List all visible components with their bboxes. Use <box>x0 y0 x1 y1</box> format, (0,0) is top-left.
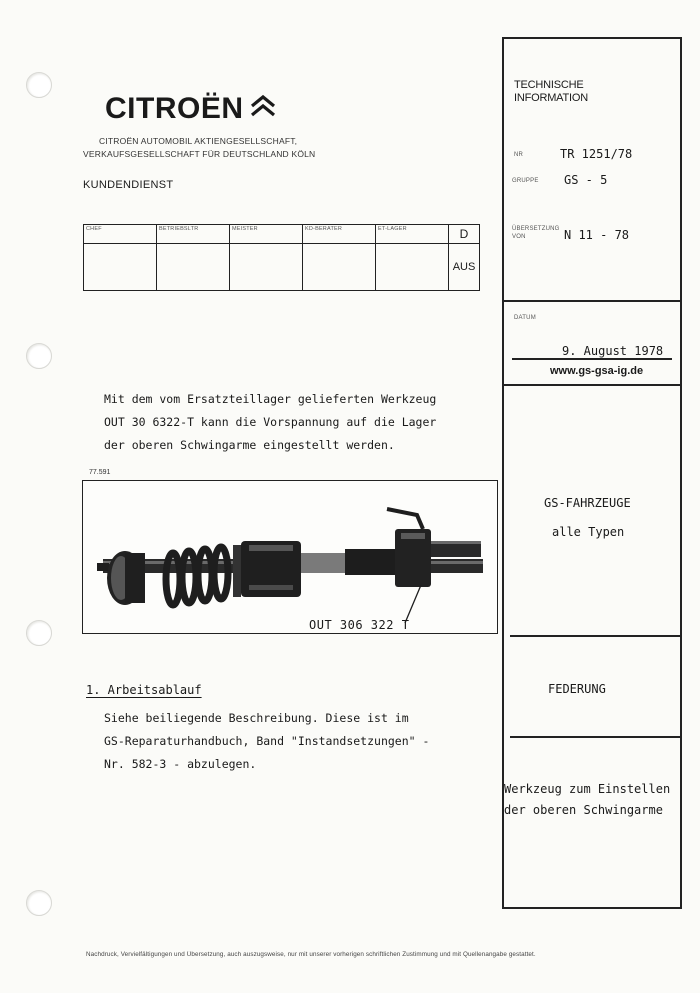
routing-sign-chef <box>84 244 157 291</box>
binder-hole-lower <box>26 620 52 646</box>
nr-label: NR <box>514 152 524 158</box>
logo-text: CITROËN <box>105 92 244 125</box>
department-label: KUNDENDIENST <box>83 179 174 191</box>
binder-hole-top <box>26 72 52 98</box>
routing-col-betriebsleiter: BETRIEBSLTR <box>157 225 230 244</box>
tool-figure <box>82 480 498 634</box>
info-title-line-1: TECHNISCHE <box>514 79 584 91</box>
routing-table <box>83 224 480 291</box>
routing-col-et-lager: ET-LAGER <box>376 225 449 244</box>
routing-col-chef: CHEF <box>84 225 157 244</box>
vehicles-line-1: GS-FAHRZEUGE <box>544 496 631 510</box>
vehicles-line-2: alle Typen <box>552 525 625 539</box>
info-panel <box>502 37 682 909</box>
citroen-logo <box>105 92 276 126</box>
double-chevron-icon <box>250 94 276 118</box>
panel-divider-1 <box>504 300 680 302</box>
datum-underline <box>512 358 672 360</box>
panel-divider-4 <box>510 736 680 738</box>
website-label: www.gs-gsa-ig.de <box>550 365 644 377</box>
section-1-line-3: Nr. 582-3 - abzulegen. <box>104 757 257 771</box>
footer-notice: Nachdruck, Vervielfältigungen und Übersetzung, auch auszugsweise, nur mit unserer vorherigen schriftlichen Zustimmung und mit Quellenangabe gestattet. <box>86 951 536 958</box>
routing-col-kd-berater: KD-BERATER <box>303 225 376 244</box>
panel-divider-3 <box>510 635 680 637</box>
routing-sign-et-lager <box>376 244 449 291</box>
topic-label: FEDERUNG <box>548 682 606 696</box>
intro-line-1: Mit dem vom Ersatzteillager gelieferten Werkzeug <box>104 392 437 406</box>
gruppe-label: GRUPPE <box>512 178 539 184</box>
subject-line-1: Werkzeug zum Einstellen <box>504 782 671 796</box>
intro-line-2: OUT 30 6322-T kann die Vorspannung auf die Lager <box>104 415 437 429</box>
panel-divider-2 <box>504 384 680 386</box>
tool-illustration <box>83 481 496 632</box>
d-label: D <box>449 225 480 244</box>
section-1-body <box>104 707 429 776</box>
gruppe-value: GS - 5 <box>564 173 608 187</box>
binder-hole-upper <box>26 343 52 369</box>
uebersetzung-value: N 11 - 78 <box>564 228 630 242</box>
binder-hole-bottom <box>26 890 52 916</box>
section-1-line-1: Siehe beiliegende Beschreibung. Diese ist im <box>104 711 409 725</box>
figure-number: 77.591 <box>89 469 111 476</box>
section-1-line-2: GS-Reparaturhandbuch, Band "Instandsetzungen" - <box>104 734 430 748</box>
figure-caption: OUT 306 322 T <box>309 618 410 632</box>
routing-col-meister: MEISTER <box>230 225 303 244</box>
uebersetzung-label-line-1: ÜBERSETZUNG <box>512 226 560 232</box>
datum-value: 9. August 1978 <box>562 344 664 358</box>
intro-line-3: der oberen Schwingarme eingestellt werden. <box>104 438 395 452</box>
intro-paragraph <box>104 388 436 457</box>
nr-value: TR 1251/78 <box>560 147 633 161</box>
info-title-line-2: INFORMATION <box>514 92 588 104</box>
routing-sign-kd-berater <box>303 244 376 291</box>
routing-sign-meister <box>230 244 303 291</box>
uebersetzung-label-line-2: VON <box>512 234 526 240</box>
company-line-1: CITROËN AUTOMOBIL AKTIENGESELLSCHAFT, <box>99 136 298 146</box>
routing-sign-betriebsleiter <box>157 244 230 291</box>
company-line-2: VERKAUFSGESELLSCHAFT FÜR DEUTSCHLAND KÖLN <box>83 149 316 159</box>
datum-label: DATUM <box>514 315 536 321</box>
subject-line-2: der oberen Schwingarme <box>504 803 663 817</box>
aus-label: AUS <box>449 244 480 291</box>
section-1-heading: 1. Arbeitsablauf <box>86 683 202 697</box>
